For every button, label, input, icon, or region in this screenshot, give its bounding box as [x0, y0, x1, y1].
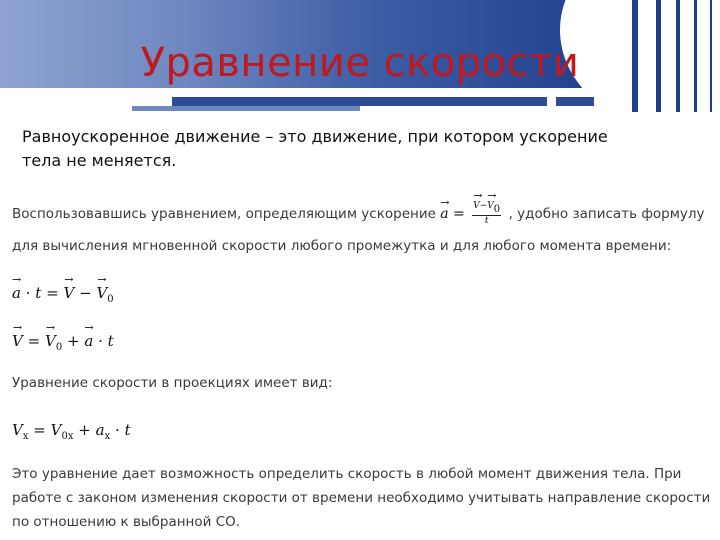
variable-t: t: [107, 332, 114, 350]
minus-sign: −: [79, 284, 92, 302]
subscript: x: [67, 431, 74, 442]
projection-text: Уравнение скорости в проекциях имеет вид:: [12, 375, 333, 391]
equals-sign: =: [27, 332, 41, 350]
subscript: 0: [55, 342, 63, 353]
vector-v0: → V: [96, 284, 107, 302]
plus-sign: +: [78, 421, 91, 439]
vector-v: → V: [473, 201, 480, 212]
banner-bar: [556, 97, 594, 106]
subscript: 0: [493, 204, 501, 215]
banner-bar: [132, 106, 360, 111]
vector-a: → a: [84, 332, 93, 350]
subscript: 0: [107, 294, 114, 305]
equals-sign: =: [33, 421, 46, 439]
subscript: x: [22, 431, 29, 442]
variable-vx: V: [12, 421, 23, 439]
vector-v: → V: [12, 332, 23, 350]
vector-v: → V: [63, 284, 74, 302]
dot-sign: ·: [115, 421, 120, 439]
variable-t: t: [35, 284, 42, 302]
equals-sign: =: [453, 206, 465, 222]
paragraph-line: для вычисления мгновенной скорости любого промежутка и для любого момента времени:: [12, 238, 672, 254]
paragraph-line: работе с законом изменения скорости от времени необходимо учитывать направление скорости: [12, 490, 711, 506]
formula-line: [12, 421, 131, 442]
fraction-numerator: [472, 201, 501, 216]
subscript: 0: [61, 431, 68, 442]
vector-a: → a: [440, 200, 448, 228]
fraction-denominator: t: [484, 216, 489, 226]
vector-v0: → V: [45, 332, 56, 350]
vector-v0: → V: [487, 201, 494, 212]
paragraph-line: [12, 200, 704, 228]
formula-line: [12, 332, 114, 353]
paragraph-text: , удобно записать формулу: [508, 206, 705, 222]
minus-sign: −: [479, 201, 488, 211]
variable-v0: V: [50, 421, 62, 439]
paragraph-text: Воспользовавшись уравнением, определяющим ускорение: [12, 206, 436, 222]
paragraph-line: по отношению к выбранной СО.: [12, 514, 241, 530]
variable-t: t: [124, 421, 131, 439]
definition-text: Равноускоренное движение – это движение, при котором ускорение тела не меняется.: [22, 127, 608, 170]
banner-bar: [172, 97, 547, 106]
dot-sign: ·: [25, 284, 31, 302]
plus-sign: +: [66, 332, 80, 350]
dot-sign: ·: [98, 332, 103, 350]
page-title: Уравнение скорости: [140, 40, 580, 86]
variable-ax: a: [95, 421, 105, 439]
equals-sign: =: [46, 284, 59, 302]
paragraph-line: Это уравнение дает возможность определить скорость в любой момент движения тела. При: [12, 466, 682, 482]
accel-formula: [440, 201, 508, 226]
vector-a: → a: [12, 284, 21, 302]
formula-line: [12, 284, 114, 305]
subscript: x: [104, 431, 111, 442]
fraction: [472, 201, 501, 227]
